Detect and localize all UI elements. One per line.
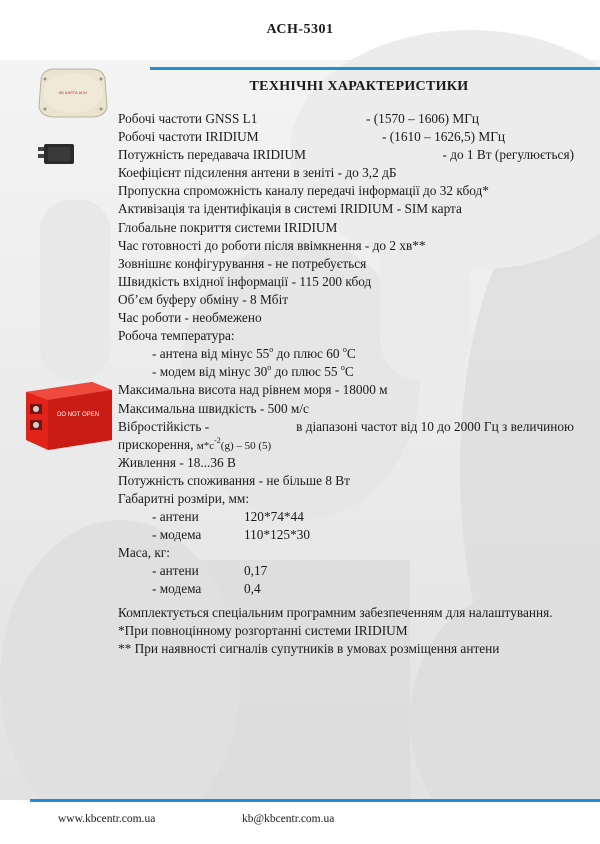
spec-dim-modem <box>118 526 574 544</box>
spec-power-supply: Живлення - 18...36 В <box>118 454 236 470</box>
spec-activation: Активізація та ідентифікація в системі IRIDIUM - SIM карта <box>118 201 462 217</box>
spec-freq-gnss-label: Робочі частоти GNSS L1 <box>118 111 258 126</box>
temp-antenna-unit: С <box>346 346 356 362</box>
spec-coverage: Глобальне покриття системи IRIDIUM <box>118 219 338 235</box>
footer-email-link[interactable]: kb@kbcentr.com.ua <box>242 813 335 825</box>
spec-power-consumption: Потужність споживання - не більше 8 Вт <box>118 472 350 488</box>
document-title: АСН-5301 <box>266 22 334 37</box>
bottom-rule <box>30 799 600 802</box>
spec-tx-power-label: Потужність передавача IRIDIUM <box>118 147 306 163</box>
dim-antenna-value: 120*74*44 <box>244 509 304 525</box>
vibration-exponent: -2 <box>214 435 221 445</box>
spec-ready-time: Час готовності до роботи після ввімкнення - до 2 хв** <box>118 237 426 253</box>
spec-freq-gnss <box>118 110 574 128</box>
mass-antenna-label: - антени <box>152 563 199 579</box>
spec-input-speed: Швидкість вхідної інформації - 115 200 кбод <box>118 273 372 289</box>
dim-antenna-label: - антени <box>152 509 199 525</box>
spec-temp-label: Робоча температура: <box>118 328 235 344</box>
spec-dim-antenna <box>118 508 574 526</box>
vibration-unit: м*с <box>196 439 215 452</box>
dim-modem-label: - модема <box>152 527 202 543</box>
temp-modem-text: до плюс 55 <box>271 364 341 380</box>
degree-mark: о <box>340 363 345 373</box>
spec-max-altitude: Максимальна висота над рівнем моря - 18000 м <box>118 382 388 398</box>
spec-vibration-cont <box>118 436 574 454</box>
specifications-list <box>118 110 574 599</box>
degree-mark: о <box>269 345 274 355</box>
spec-freq-iridium <box>118 128 574 146</box>
modem-small-image <box>36 141 78 167</box>
dim-modem-value: 110*125*30 <box>244 527 310 543</box>
spec-tx-power <box>118 146 574 164</box>
degree-mark: о <box>267 363 272 373</box>
mass-antenna-value: 0,17 <box>244 563 268 579</box>
spec-dimensions-label: Габаритні розміри, мм: <box>118 490 250 506</box>
mass-modem-value: 0,4 <box>244 581 261 597</box>
temp-modem-text: - модем від мінус 30 <box>152 364 268 380</box>
spec-vibration-label: Вібростійкість - <box>118 418 210 434</box>
temp-antenna-text: до плюс 60 <box>273 346 343 362</box>
spec-mass-modem <box>118 580 574 598</box>
spec-buffer: Об’єм буферу обміну - 8 Мбіт <box>118 291 289 307</box>
degree-mark: о <box>342 345 347 355</box>
spec-temp-antenna <box>118 345 574 363</box>
note-1: *При повноцінному розгортанні системи IRIDIUM <box>118 623 408 639</box>
spec-freq-iridium-label: Робочі частоти IRIDIUM <box>118 129 259 145</box>
spec-freq-iridium-value: - (1610 – 1626,5) МГц <box>382 129 506 145</box>
temp-modem-unit: С <box>344 364 354 380</box>
vibration-value: (g) – 50 (5) <box>220 439 272 452</box>
spec-temp-modem <box>118 363 574 381</box>
footer-website-link[interactable]: www.kbcentr.com.ua <box>58 813 156 825</box>
spec-max-speed: Максимальна швидкість - 500 м/с <box>118 400 309 416</box>
note-2: ** При наявності сигналів супутників в умовах розміщення антени <box>118 641 500 657</box>
temp-antenna-text: - антена від мінус 55 <box>152 346 270 362</box>
spec-external-config: Зовнішнє конфігурування - не потребується <box>118 255 367 271</box>
spec-freq-gnss-value: - (1570 – 1606) МГц <box>366 111 480 126</box>
section-title: ТЕХНІЧНІ ХАРАКТЕРИСТИКИ <box>249 79 469 94</box>
spec-bandwidth: Пропускна спроможність каналу передачі інформації до 32 кбод* <box>118 183 489 199</box>
note-software: Комплектується спеціальним програмним забезпеченням для налаштування. <box>118 605 553 620</box>
spec-mass-antenna <box>118 562 574 580</box>
notes-block <box>118 604 574 658</box>
spec-vibration <box>118 418 574 436</box>
antenna-marking: КБ КАРТА ACH <box>58 90 88 95</box>
modem-red-image <box>22 378 116 452</box>
top-rule <box>150 67 600 70</box>
spec-tx-power-value: - до 1 Вт (регулюється) <box>442 147 574 163</box>
mass-modem-label: - модема <box>152 581 202 597</box>
spec-antenna-gain: Коефіцієнт підсилення антени в зеніті - до 3,2 дБ <box>118 165 397 181</box>
antenna-image <box>35 65 111 121</box>
spec-vibration-value: в діапазоні частот від 10 до 2000 Гц з величиною <box>296 418 574 434</box>
spec-mass-label: Маса, кг: <box>118 545 170 561</box>
vibration-cont-text: прискорення, <box>118 436 197 452</box>
spec-work-time: Час роботи - необмежено <box>118 310 262 326</box>
modem-warning-text: DO NOT OPEN <box>57 412 99 418</box>
